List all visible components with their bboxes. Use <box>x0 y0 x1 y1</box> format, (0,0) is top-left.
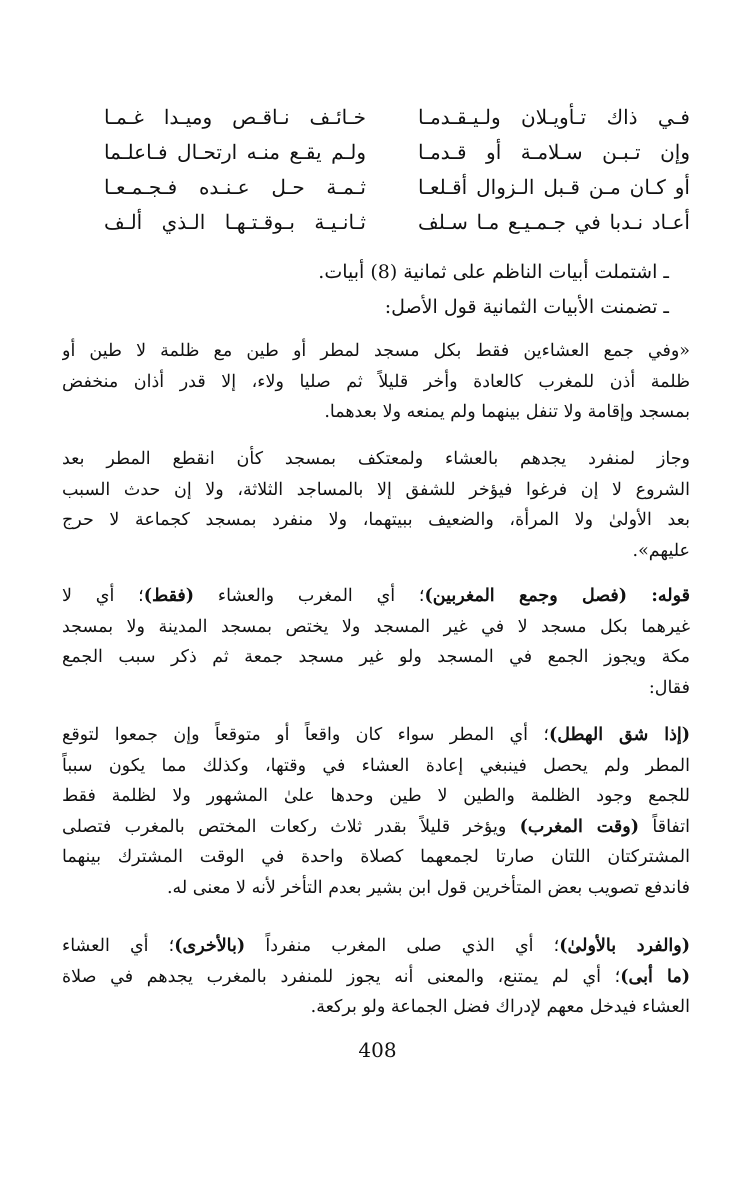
notes-list <box>318 255 669 325</box>
poem-verse <box>70 205 690 240</box>
quoted-term: (بالأخرى) <box>174 936 246 956</box>
text-line: بعد الأولىٰ ولا المرأة، والضعيف ببيتهما، ولا منفرد بمسجد كجماعة لا حرج <box>62 510 690 530</box>
verse-first-hemistich: أو كـان مـن قـبل الـزوال أقـلعـا <box>418 175 690 199</box>
text-line <box>62 962 690 993</box>
quoted-term: (فقط) <box>143 586 195 606</box>
verse-second-hemistich: ولـم يقـع منـه ارتحـال فـاعلـما <box>104 140 366 164</box>
commentary-paragraph <box>62 581 690 703</box>
text-line <box>62 812 690 843</box>
text-run: ؛ أي لا <box>62 586 144 606</box>
text-line: بمسجد وإقامة ولا تنفل بينهما ولم يمنعه ولا بعدهما. <box>324 402 690 422</box>
verse-second-hemistich: خـائـف نـاقـص وميـدا غـمـا <box>104 105 366 129</box>
text-line: وجاز لمنفرد يجدهم بالعشاء ولمعتكف بمسجد كأن انقطع المطر بعد <box>62 449 690 469</box>
text-line: فاندفع تصويب بعض المتأخرين قول ابن بشير بعدم التأخر لأنه لا معنى له. <box>166 877 690 898</box>
page-number: 408 <box>358 1038 397 1062</box>
verse-second-hemistich: ثـانـيـة بـوقـتـهـا الـذي ألـف <box>104 210 366 234</box>
text-run: اتفاقاً <box>639 816 690 837</box>
text-line: عليهم». <box>632 540 690 561</box>
commentary-paragraph <box>62 720 690 903</box>
text-run: ويؤخر قليلاً بقدر ثلاث ركعات المختص بالمغرب فتصلى <box>62 816 520 837</box>
quoted-text-paragraph <box>62 336 690 428</box>
quoted-term: (فصل وجمع المغربين) <box>424 586 628 606</box>
quoted-term: (وقت المغرب) <box>519 816 639 837</box>
quoted-term: (ما أبى) <box>620 966 690 987</box>
commentary-paragraph <box>62 931 690 1023</box>
text-line: العشاء فيدخل معهم لإدراك فضل الجماعة ولو بركعة. <box>310 997 690 1017</box>
note-line: ـ اشتملت أبيات الناظم على ثمانية (8) أبيات. <box>318 261 669 283</box>
text-line: المشتركتان اللتان صارتا لجمعهما كصلاة واحدة في الوقت المشترك بينهما <box>62 847 690 867</box>
text-line <box>62 720 690 751</box>
poem-verse <box>70 100 690 135</box>
poem-verse <box>70 170 690 205</box>
text-run: ؛ أي الذي صلى المغرب منفرداً <box>245 936 560 956</box>
commentary-lead: قوله: <box>627 586 690 606</box>
verse-first-hemistich: وإن تـبـن سـلامـة أو قـدمـا <box>418 140 690 164</box>
text-line: مكة ويجوز الجمع في المسجد ولو غير مسجد جمعة ثم ذكر سبب الجمع <box>62 647 690 667</box>
text-run: ؛ أي لم يمتنع، والمعنى أنه يجوز للمنفرد بالمغرب يجدهم في صلاة <box>62 966 621 987</box>
text-line: للجمع وجود الظلمة والطين لا طين وحدها علىٰ المشهور ولا لظلمة فقط <box>62 786 690 806</box>
quoted-term: (إذا شق الهطل) <box>548 725 690 745</box>
text-line: الشروع لا إن فرغوا فيؤخر للشفق إلا بالمساجد الثلاثة، ولا إن حدث السبب <box>62 479 690 500</box>
text-line <box>62 581 690 612</box>
poem-verses <box>70 100 690 240</box>
verse-first-hemistich: فـي ذاك تـأويـلان ولـيـقـدمـا <box>418 105 690 129</box>
poem-verse <box>70 135 690 170</box>
text-line <box>62 931 690 962</box>
quoted-term: (والفرد بالأولىٰ) <box>559 936 690 956</box>
verse-second-hemistich: ثـمـة حـل عـنـده فـجـمـعـا <box>104 175 366 199</box>
text-run: ؛ أي المطر سواء كان واقعاً أو متوقعاً وإن جمعوا لتوقع <box>62 725 549 745</box>
quoted-text-paragraph <box>62 444 690 566</box>
text-line: ظلمة أذن للمغرب كالعادة وأخر قليلاً ثم صليا ولاء، إلا قدر أذان منخفض <box>62 371 690 392</box>
text-line: المطر ولم يحصل فينبغي إعادة العشاء في وقتها، وكذلك مما يكون سبباً <box>62 755 690 776</box>
text-line: «وفي جمع العشاءين فقط بكل مسجد لمطر أو طين مع ظلمة لا طين أو <box>62 341 690 361</box>
note-line: ـ تضمنت الأبيات الثمانية قول الأصل: <box>384 296 669 318</box>
text-run: ؛ أي المغرب والعشاء <box>194 586 425 606</box>
text-line: غيرهما بكل مسجد لا في غير المسجد ولا يختص بمسجد المدينة ولا بمسجد <box>62 616 690 637</box>
verse-first-hemistich: أعـاد نـدبا في جـمـيـع مـا سـلف <box>418 210 690 234</box>
text-run: ؛ أي العشاء <box>62 936 175 956</box>
text-line: فقال: <box>648 677 690 698</box>
